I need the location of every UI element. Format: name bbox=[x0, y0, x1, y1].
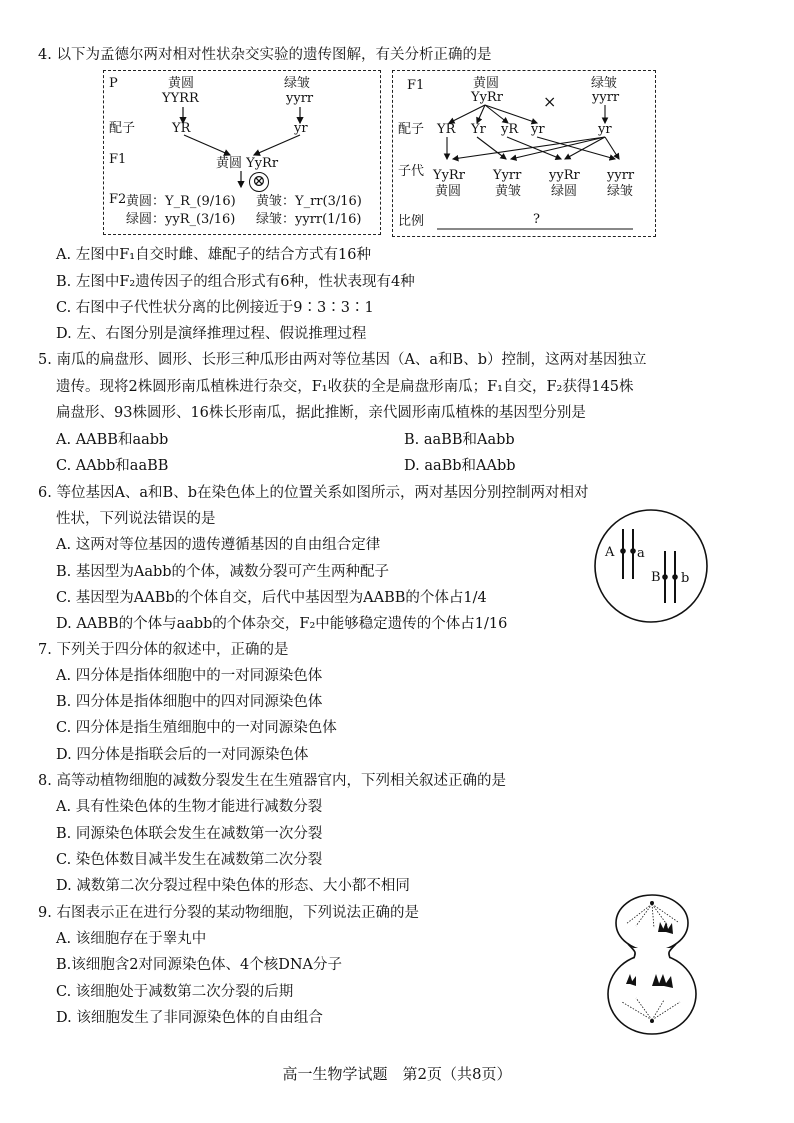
gamete-4: yr bbox=[531, 122, 545, 137]
q8-option-c[interactable]: C. 染色体数目减半发生在减数第二次分裂 bbox=[56, 852, 323, 868]
ratio-label: 比例 bbox=[398, 214, 425, 229]
q6-option-a[interactable]: A. 这两对等位基因的遗传遵循基因的自由组合定律 bbox=[56, 537, 381, 553]
q6-stem-line1: 6. 等位基因A、a和B、b在染色体上的位置关系如图所示，两对基因分别控制两对相对 bbox=[38, 485, 589, 501]
q6-chromosome-figure bbox=[592, 507, 710, 625]
q8-stem: 8. 高等动植物细胞的减数分裂发生在生殖器官内，下列相关叙述正确的是 bbox=[38, 773, 506, 789]
q6-option-c[interactable]: C. 基因型为AABb的个体自交，后代中基因型为AABB的个体占1/4 bbox=[56, 590, 487, 606]
parent2-pheno: 绿皱 bbox=[284, 76, 311, 91]
f1-genotype: 黄圆 YyRr bbox=[216, 156, 279, 171]
q8-option-d[interactable]: D. 减数第二次分裂过程中染色体的形态、大小都不相同 bbox=[56, 878, 410, 894]
q6-option-b[interactable]: B. 基因型为Aabb的个体，减数分裂可产生两种配子 bbox=[56, 564, 390, 580]
p2-pheno: 绿皱 bbox=[591, 76, 618, 91]
gene-B-label: B bbox=[651, 570, 661, 585]
f2-label: F2 bbox=[109, 192, 127, 207]
q9-option-d[interactable]: D. 该细胞发生了非同源染色体的自由组合 bbox=[56, 1010, 323, 1026]
gamete-label-right: 配子 bbox=[398, 122, 425, 137]
q4-option-c[interactable]: C. 右图中子代性状分离的比例接近于9∶3∶3∶1 bbox=[56, 300, 374, 316]
parent1-geno: YYRR bbox=[162, 91, 199, 106]
q6-option-d[interactable]: D. AABB的个体与aabb的个体杂交，F₂中能够稳定遗传的个体占1/16 bbox=[56, 616, 508, 632]
gamete1: YR bbox=[172, 121, 191, 136]
gene-b-label: b bbox=[681, 571, 690, 586]
q6-stem-line2: 性状，下列说法错误的是 bbox=[56, 511, 216, 527]
q7-option-c[interactable]: C. 四分体是指生殖细胞中的一对同源染色体 bbox=[56, 720, 337, 736]
gamete-1: YR bbox=[437, 122, 456, 137]
q4-option-d[interactable]: D. 左、右图分别是演绎推理过程、假说推理过程 bbox=[56, 326, 367, 342]
offspring-geno-1: YyRr bbox=[433, 168, 465, 183]
gamete-2: Yr bbox=[471, 122, 486, 137]
q5-stem-line3: 扁盘形、93株圆形、16株长形南瓜，据此推断，亲代圆形南瓜植株的基因型分别是 bbox=[56, 405, 586, 421]
q4-left-arrows bbox=[104, 71, 380, 234]
p1-geno: YyRr bbox=[471, 90, 503, 105]
f2-row2b: 绿皱：yyrr(1/16) bbox=[256, 212, 362, 227]
offspring-geno-4: yyrr bbox=[607, 168, 635, 183]
q4-option-b[interactable]: B. 左图中F₂遗传因子的组合形式有6种，性状表现有4种 bbox=[56, 274, 415, 290]
q4-stem: 4. 以下为孟德尔两对相对性状杂交实验的遗传图解，有关分析正确的是 bbox=[38, 47, 492, 63]
gamete-r: yr bbox=[598, 122, 612, 137]
offspring-geno-2: Yyrr bbox=[493, 168, 522, 183]
gene-a-label: a bbox=[637, 546, 645, 561]
q5-stem-line1: 5. 南瓜的扁盘形、圆形、长形三种瓜形由两对等位基因（A、a和B、b）控制，这两对基因独立 bbox=[38, 352, 647, 368]
parent2-geno: yyrr bbox=[286, 91, 314, 106]
f1-label: F1 bbox=[109, 152, 127, 167]
p-label: P bbox=[109, 76, 118, 91]
q9-option-b[interactable]: B.该细胞含2对同源染色体、4个核DNA分子 bbox=[56, 957, 342, 973]
parent1-pheno: 黄圆 bbox=[168, 76, 195, 91]
q4-left-diagram bbox=[103, 70, 381, 235]
offspring-pheno-3: 绿圆 bbox=[551, 184, 578, 199]
offspring-geno-3: yyRr bbox=[549, 168, 580, 183]
page-footer: 高一生物学试题 第2页（共8页） bbox=[282, 1065, 512, 1083]
offspring-pheno-4: 绿皱 bbox=[607, 184, 634, 199]
q4-right-diagram bbox=[392, 70, 656, 237]
q5-option-d[interactable]: D. aaBb和AAbb bbox=[404, 458, 516, 474]
f2-row1b: 黄皱：Y_rr(3/16) bbox=[256, 194, 362, 209]
q5-stem-line2: 遗传。现将2株圆形南瓜植株进行杂交，F₁收获的全是扁盘形南瓜；F₁自交，F₂获得145株 bbox=[56, 379, 634, 395]
q8-option-a[interactable]: A. 具有性染色体的生物才能进行减数分裂 bbox=[56, 799, 323, 815]
q9-dividing-cell-figure bbox=[592, 890, 712, 1040]
f1-label-right: F1 bbox=[407, 78, 425, 93]
q7-stem: 7. 下列关于四分体的叙述中，正确的是 bbox=[38, 642, 289, 658]
offspring-label: 子代 bbox=[398, 164, 425, 179]
q5-option-b[interactable]: B. aaBB和Aabb bbox=[404, 432, 515, 448]
q9-option-a[interactable]: A. 该细胞存在于睾丸中 bbox=[56, 931, 207, 947]
f2-row2a: 绿圆：yyR_(3/16) bbox=[126, 212, 236, 227]
q6-cell-drawing bbox=[592, 507, 710, 625]
q5-option-c[interactable]: C. AAbb和aaBB bbox=[56, 458, 169, 474]
gamete-label: 配子 bbox=[109, 121, 136, 136]
gene-A-label: A bbox=[605, 545, 615, 560]
p1-pheno: 黄圆 bbox=[473, 76, 500, 91]
q9-cell-drawing bbox=[592, 890, 712, 1040]
q7-option-a[interactable]: A. 四分体是指体细胞中的一对同源染色体 bbox=[56, 668, 323, 684]
q7-option-d[interactable]: D. 四分体是指联会后的一对同源染色体 bbox=[56, 747, 309, 763]
f2-row1a: 黄圆：Y_R_(9/16) bbox=[126, 194, 236, 209]
q4-option-a[interactable]: A. 左图中F₁自交时雌、雄配子的结合方式有16种 bbox=[56, 247, 372, 263]
q9-option-c[interactable]: C. 该细胞处于减数第二次分裂的后期 bbox=[56, 984, 294, 1000]
cross-symbol: × bbox=[543, 92, 557, 111]
self-cross-symbol: ⊗ bbox=[249, 172, 269, 192]
gamete-3: yR bbox=[501, 122, 519, 137]
q8-option-b[interactable]: B. 同源染色体联会发生在减数第一次分裂 bbox=[56, 826, 323, 842]
offspring-pheno-2: 黄皱 bbox=[495, 184, 522, 199]
p2-geno: yyrr bbox=[592, 90, 620, 105]
q5-option-a[interactable]: A. AABB和aabb bbox=[56, 432, 169, 448]
gamete2: yr bbox=[294, 121, 308, 136]
offspring-pheno-1: 黄圆 bbox=[435, 184, 462, 199]
q7-option-b[interactable]: B. 四分体是指体细胞中的四对同源染色体 bbox=[56, 694, 323, 710]
q9-stem: 9. 右图表示正在进行分裂的某动物细胞，下列说法正确的是 bbox=[38, 905, 419, 921]
ratio-value: ? bbox=[533, 212, 540, 227]
